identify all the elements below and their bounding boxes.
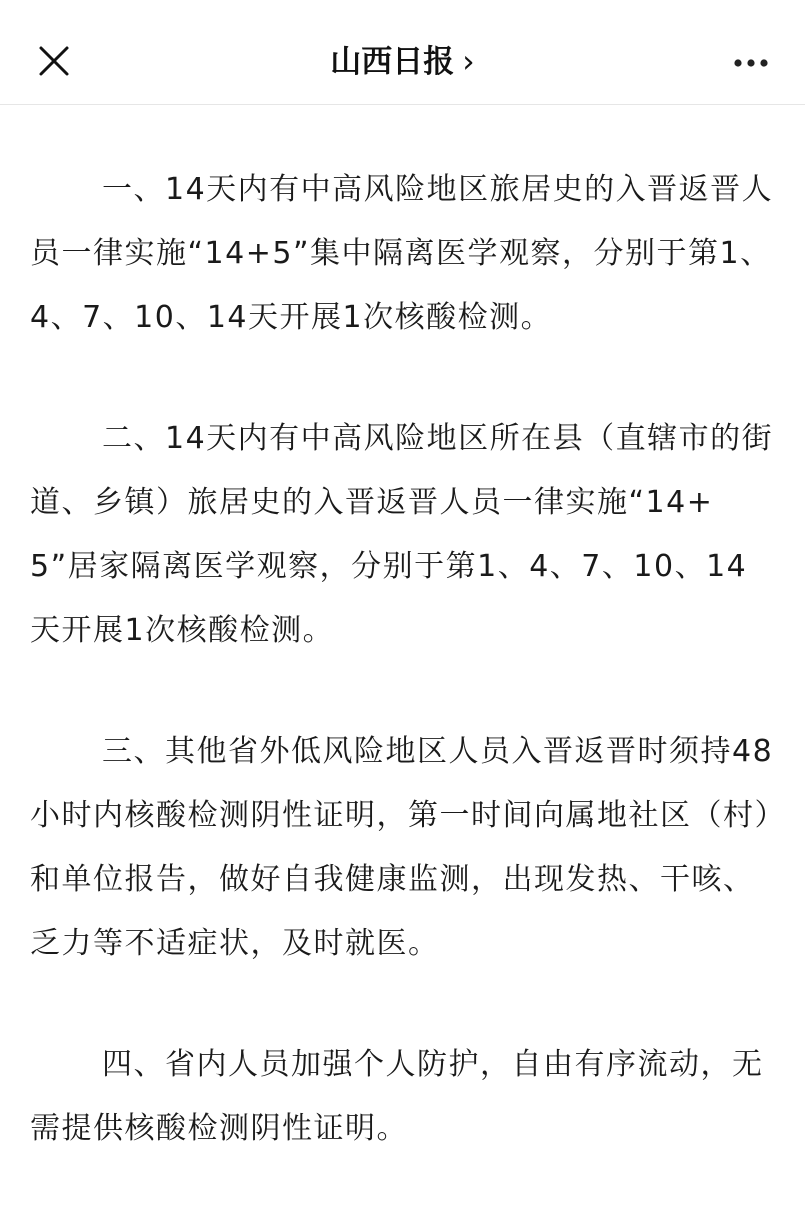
account-name: 山西日报 — [330, 44, 455, 80]
nav-bar — [0, 0, 805, 105]
article-paragraph-4: 四、省内人员加强个人防护，自由有序流动，无需提供核酸检测阴性证明。 — [30, 1047, 764, 1146]
chevron-right-icon: › — [462, 44, 475, 80]
account-title-link[interactable] — [0, 42, 805, 82]
article-body — [30, 158, 778, 1218]
article-paragraph-2: 二、14天内有中高风险地区所在县（直辖市的街道、乡镇）旅居史的入晋返晋人员一律实施“14+5”居家隔离医学观察，分别于第1、4、7、10、14天开展1次核酸检测。 — [30, 421, 774, 648]
article-paragraph-3: 三、其他省外低风险地区人员入晋返晋时须持48小时内核酸检测阴性证明，第一时间向属地社区（村）和单位报告，做好自我健康监测，出现发热、干咳、乏力等不适症状，及时就医。 — [30, 734, 774, 961]
more-icon — [733, 56, 769, 70]
more-button[interactable] — [733, 56, 769, 70]
article-paragraph-1: 一、14天内有中高风险地区旅居史的入晋返晋人员一律实施“14+5”集中隔离医学观察，分别于第1、4、7、10、14天开展1次核酸检测。 — [30, 172, 774, 335]
